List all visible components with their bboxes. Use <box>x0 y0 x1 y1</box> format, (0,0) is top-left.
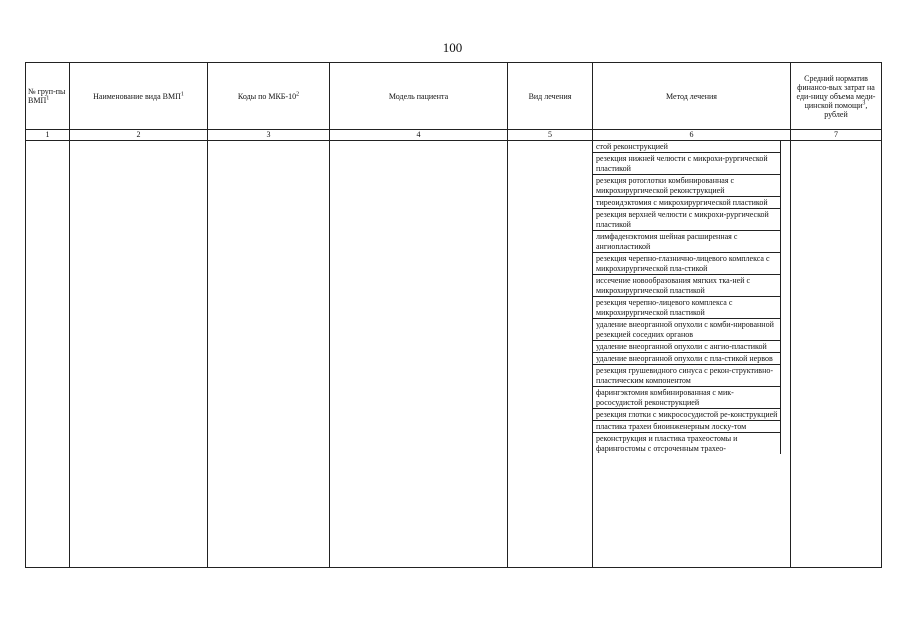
cell-patient-model <box>330 141 508 568</box>
method-item: удаление внеорганной опухоли с ангио-пластикой <box>593 341 781 353</box>
header-treatment-type: Вид лечения <box>508 63 593 130</box>
header-patient-model: Модель пациента <box>330 63 508 130</box>
method-item: стой реконструкцией <box>593 141 781 153</box>
column-number: 2 <box>70 130 208 141</box>
header-treatment-method: Метод лечения <box>593 63 791 130</box>
method-item: резекция черепно-лицевого комплекса с микрохирургической пластикой <box>593 297 781 319</box>
method-item: пластика трахеи биоинженерным лоску-том <box>593 421 781 433</box>
method-item: удаление внеорганной опухоли с пла-стикой нервов <box>593 353 781 365</box>
cell-mkb-codes <box>208 141 330 568</box>
method-item: фарингэктомия комбинированная с мик-рососудистой реконструкцией <box>593 387 781 409</box>
cell-treatment-methods <box>593 141 791 568</box>
column-number: 6 <box>593 130 791 141</box>
method-item: тиреоидэктомия с микрохирургической пластикой <box>593 197 781 209</box>
method-item: резекция глотки с микрососудистой ре-конструкцией <box>593 409 781 421</box>
column-number: 3 <box>208 130 330 141</box>
method-list <box>593 141 790 567</box>
cell-group-no <box>26 141 70 568</box>
cell-vmp-name <box>70 141 208 568</box>
column-number: 7 <box>791 130 882 141</box>
body-row <box>26 141 882 568</box>
method-item: резекция ротоглотки комбинированная с микрохирургической реконструкцией <box>593 175 781 197</box>
column-number: 4 <box>330 130 508 141</box>
header-avg-cost: Средний норматив финансо-вых затрат на еди-ницу объема меди-цинской помощи$^3$, рублей <box>791 63 882 130</box>
method-item: резекция черепно-глазнично-лицевого комплекса с микрохирургической пла-стикой <box>593 253 781 275</box>
method-item: удаление внеорганной опухоли с комби-нированной резекцией соседних органов <box>593 319 781 341</box>
method-item: реконструкция и пластика трахеостомы и фарингостомы с отсроченным трахео- <box>593 433 781 454</box>
header-vmp-name: Наименование вида ВМП$^1$ <box>70 63 208 130</box>
method-item: иссечение новообразования мягких тка-ней с микрохирургической пластикой <box>593 275 781 297</box>
method-item: резекция верхней челюсти с микрохи-рургической пластикой <box>593 209 781 231</box>
method-item: лимфаденэктомия шейная расширенная с ангиопластикой <box>593 231 781 253</box>
header-group-no: № груп-пы ВМП$^1$ <box>26 63 70 130</box>
cell-treatment-type <box>508 141 593 568</box>
method-item: резекция грушевидного синуса с рекон-структивно-пластическим компонентом <box>593 365 781 387</box>
header-row <box>26 63 882 130</box>
vmp-table <box>25 62 882 568</box>
page-number: 100 <box>442 40 463 55</box>
column-number: 1 <box>26 130 70 141</box>
column-number-row <box>26 130 882 141</box>
header-mkb-codes: Коды по МКБ-$10^2$ <box>208 63 330 130</box>
cell-avg-cost <box>791 141 882 568</box>
column-number: 5 <box>508 130 593 141</box>
method-item: резекция нижней челюсти с микрохи-рургической пластикой <box>593 153 781 175</box>
